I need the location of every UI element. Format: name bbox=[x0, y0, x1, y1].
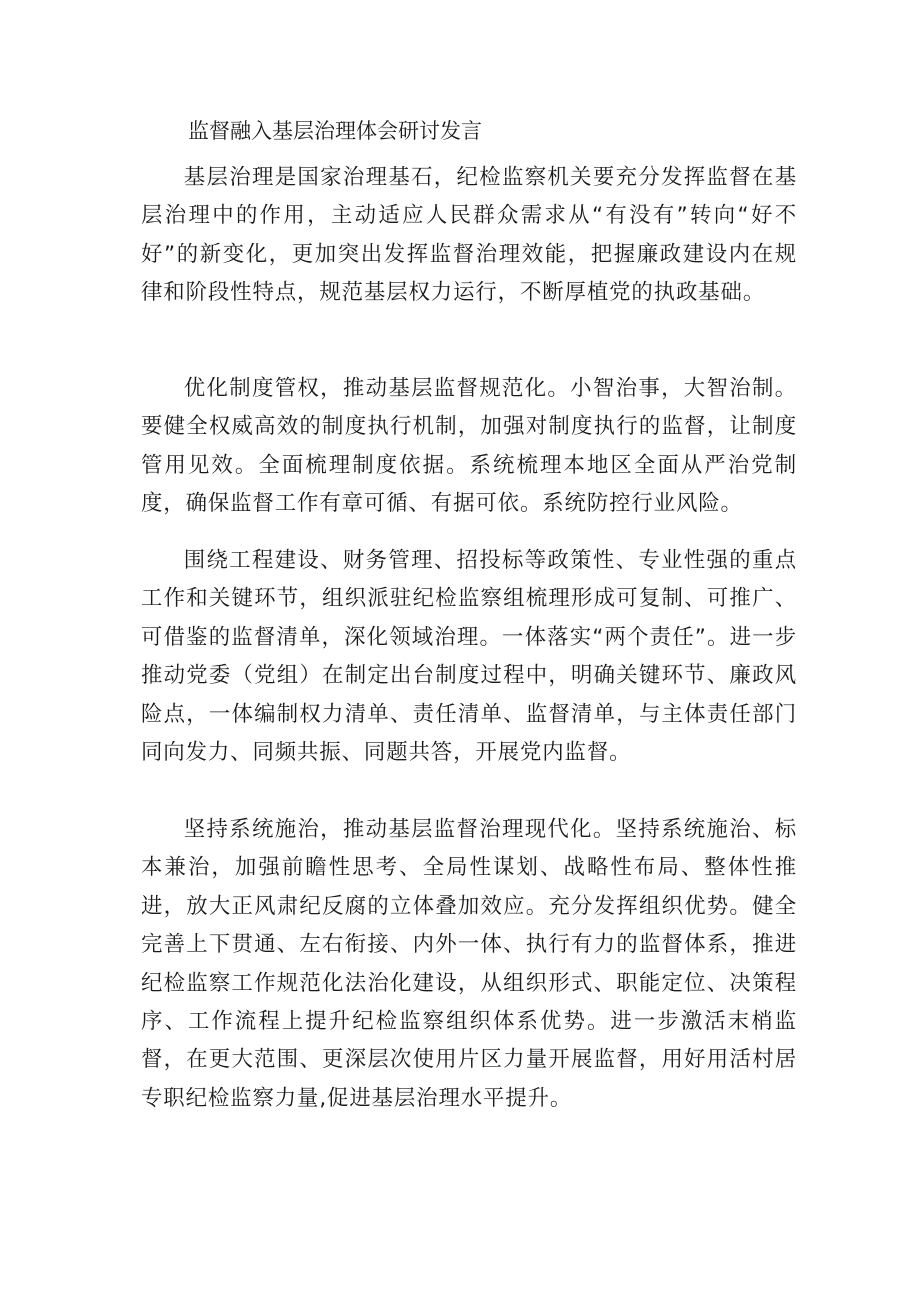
paragraph-responsibility: 围绕工程建设、财务管理、招投标等政策性、专业性强的重点工作和关键环节，组织派驻纪检监察组梳理形成可复制、可推广、可借鉴的监督清单，深化领域治理。一体落实“两个责任”。进一步推动党委（党组）在制定出台制度过程中，明确关键环节、廉政风险点，一体编制权力清单、责任清单、监督清单，与主体责任部门同向发力、同频共振、同题共答，开展党内监督。 bbox=[141, 548, 797, 766]
paragraph-systematic-governance: 坚持系统施治，推动基层监督治理现代化。坚持系统施治、标本兼治，加强前瞻性思考、全局性谋划、战略性布局、整体性推进，放大正风肃纪反腐的立体叠加效应。充分发挥组织优势。健全完善上下贯通、左右衔接、内外一体、执行有力的监督体系，推进纪检监察工作规范化法治化建设，从组织形式、职能定位、决策程序、工作流程上提升纪检监察组织体系优势。进一步激活末梢监督，在更大范围、更深层次使用片区力量开展监督，用好用活村居专职纪检监察力量,促进基层治理水平提升。 bbox=[141, 817, 797, 1111]
document-title: 监督融入基层治理体会研讨发言 bbox=[188, 119, 482, 143]
paragraph-institution: 优化制度管权，推动基层监督规范化。小智治事，大智治制。要健全权威高效的制度执行机制，加强对制度执行的监督，让制度管用见效。全面梳理制度依据。系统梳理本地区全面从严治党制度，确保监督工作有章可循、有据可依。系统防控行业风险。 bbox=[141, 376, 797, 517]
paragraph-intro: 基层治理是国家治理基石，纪检监察机关要充分发挥监督在基层治理中的作用，主动适应人民群众需求从“有没有”转向“好不好”的新变化，更加突出发挥监督治理效能，把握廉政建设内在规律和阶段性特点，规范基层权力运行，不断厚植党的执政基础。 bbox=[141, 165, 797, 306]
